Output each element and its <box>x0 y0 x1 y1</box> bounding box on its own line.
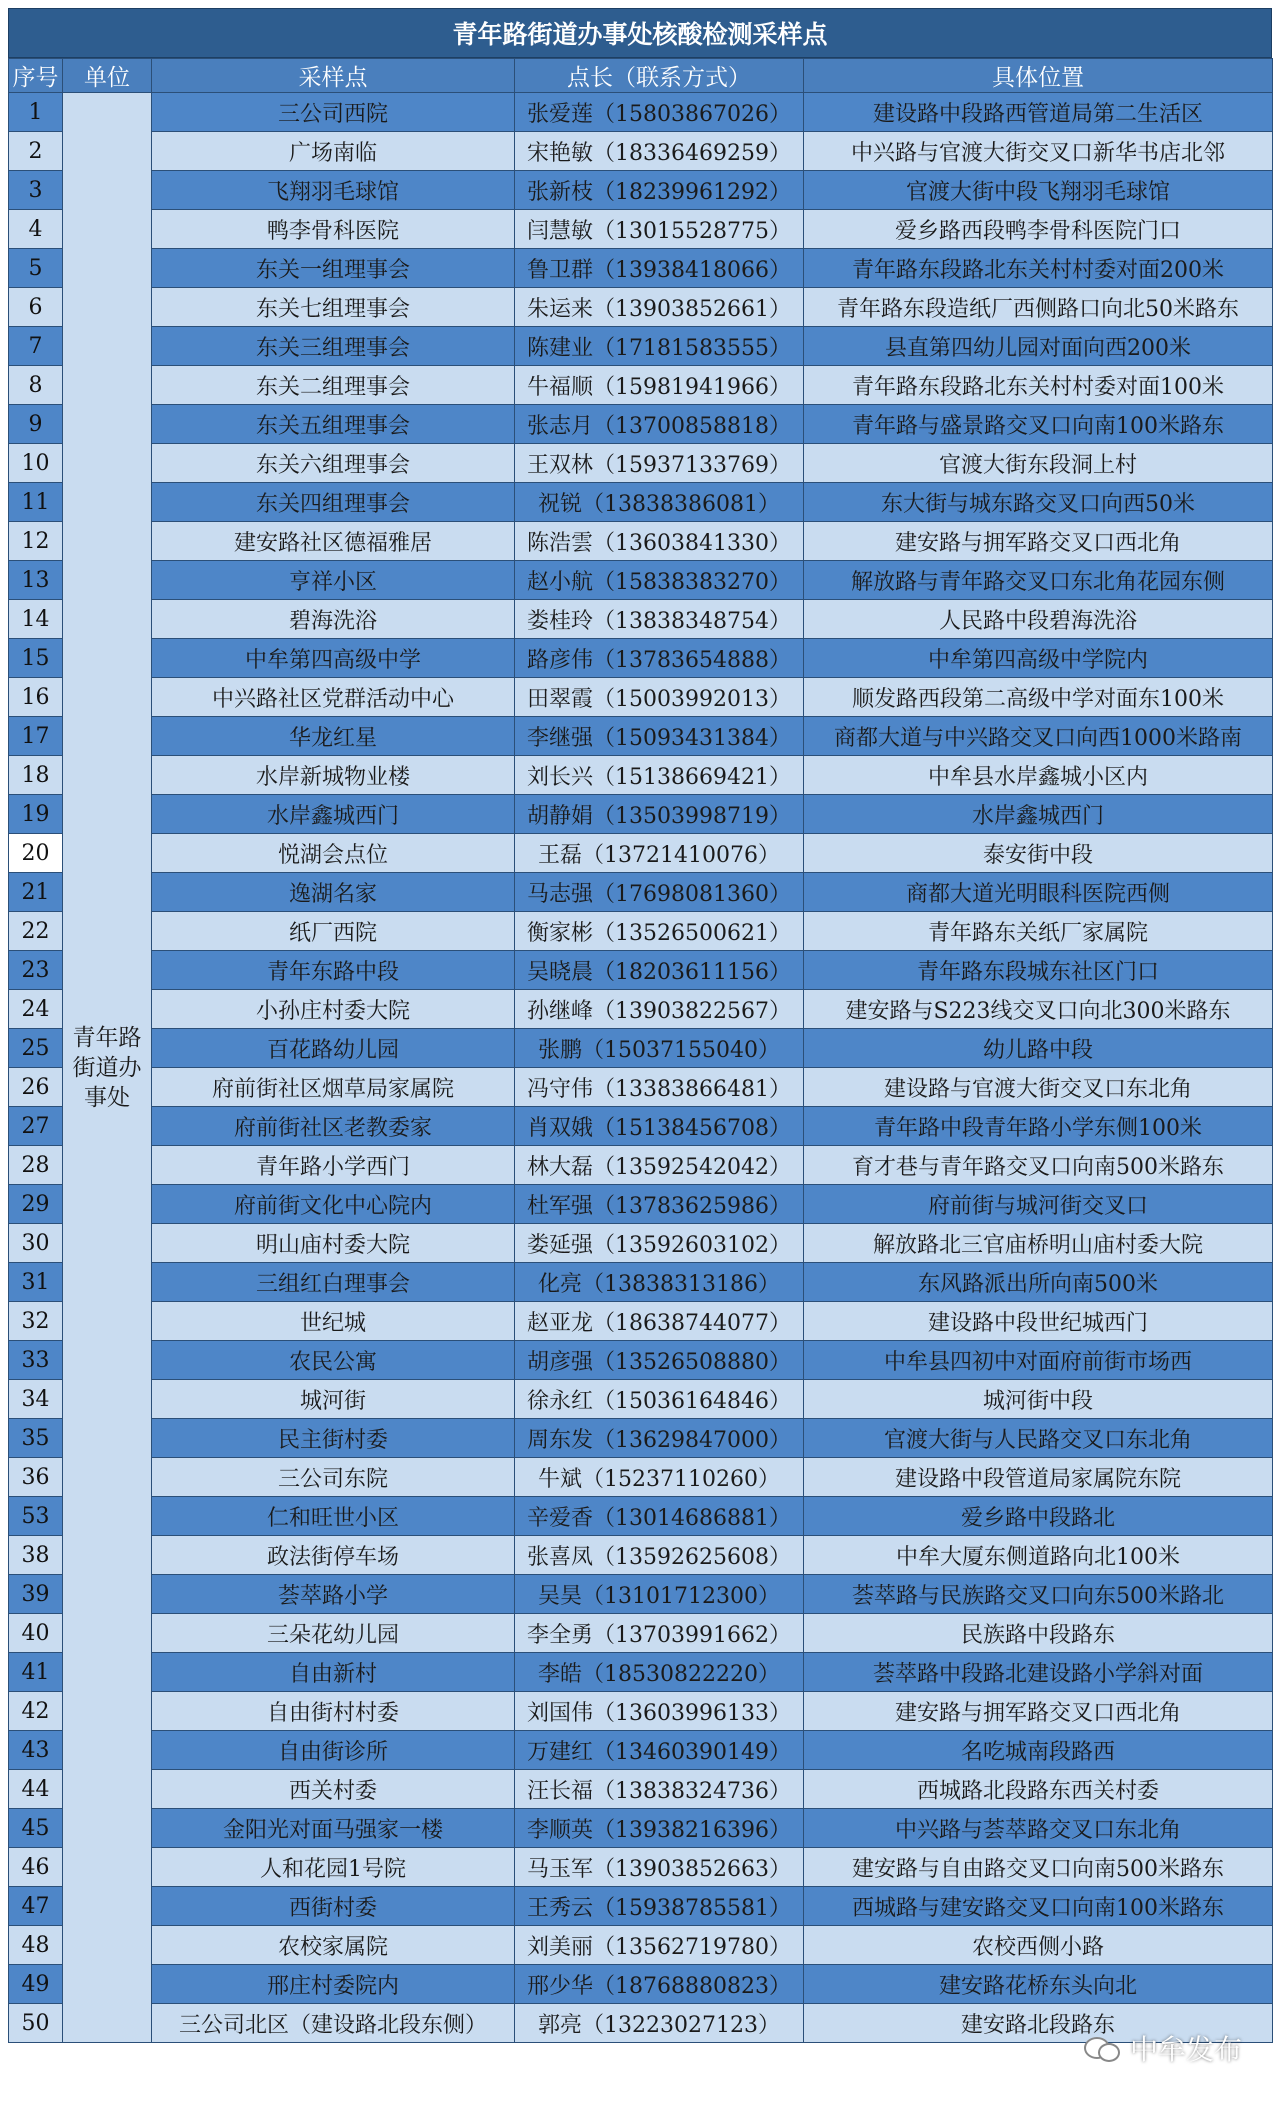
cell-location: 中兴路与官渡大街交叉口新华书店北邻 <box>804 132 1273 171</box>
cell-no: 40 <box>9 1614 63 1653</box>
cell-leader: 李全勇（13703991662） <box>515 1614 804 1653</box>
table-row <box>9 1263 1273 1302</box>
cell-location: 建安路北段路东 <box>804 2004 1273 2043</box>
cell-no: 31 <box>9 1263 63 1302</box>
cell-no: 1 <box>9 93 63 132</box>
table-row <box>9 1887 1273 1926</box>
cell-leader: 冯守伟（13383866481） <box>515 1068 804 1107</box>
cell-site: 东关二组理事会 <box>152 366 515 405</box>
table-row <box>9 1458 1273 1497</box>
cell-location: 青年路东段城东社区门口 <box>804 951 1273 990</box>
cell-site: 水岸鑫城西门 <box>152 795 515 834</box>
cell-no: 15 <box>9 639 63 678</box>
cell-location: 建设路中段管道局家属院东院 <box>804 1458 1273 1497</box>
table-row <box>9 678 1273 717</box>
table-row <box>9 1029 1273 1068</box>
cell-location: 民族路中段路东 <box>804 1614 1273 1653</box>
cell-location: 西城路北段路东西关村委 <box>804 1770 1273 1809</box>
table-row <box>9 561 1273 600</box>
cell-site: 小孙庄村委大院 <box>152 990 515 1029</box>
cell-site: 府前街文化中心院内 <box>152 1185 515 1224</box>
table-row <box>9 951 1273 990</box>
cell-leader: 张喜凤（13592625608） <box>515 1536 804 1575</box>
cell-no: 43 <box>9 1731 63 1770</box>
cell-leader: 胡静娟（13503998719） <box>515 795 804 834</box>
cell-site: 农校家属院 <box>152 1926 515 1965</box>
cell-location: 商都大道光明眼科医院西侧 <box>804 873 1273 912</box>
cell-leader: 李顺英（13938216396） <box>515 1809 804 1848</box>
cell-site: 东关三组理事会 <box>152 327 515 366</box>
cell-no: 17 <box>9 717 63 756</box>
cell-no: 42 <box>9 1692 63 1731</box>
table-row <box>9 483 1273 522</box>
cell-leader: 祝锐（13838386081） <box>515 483 804 522</box>
cell-leader: 胡彦强（13526508880） <box>515 1341 804 1380</box>
cell-unit: 青年路街道办事处 <box>63 93 152 2043</box>
cell-leader: 张新枝（18239961292） <box>515 171 804 210</box>
cell-location: 建安路与自由路交叉口向南500米路东 <box>804 1848 1273 1887</box>
cell-no: 20 <box>9 834 63 873</box>
cell-leader: 刘美丽（13562719780） <box>515 1926 804 1965</box>
cell-site: 三朵花幼儿园 <box>152 1614 515 1653</box>
cell-leader: 鲁卫群（13938418066） <box>515 249 804 288</box>
table-row <box>9 873 1273 912</box>
cell-no: 18 <box>9 756 63 795</box>
cell-leader: 李皓（18530822220） <box>515 1653 804 1692</box>
table-row <box>9 522 1273 561</box>
cell-no: 26 <box>9 1068 63 1107</box>
header-leader: 点长（联系方式） <box>515 59 804 93</box>
table-row <box>9 1770 1273 1809</box>
cell-location: 名吃城南段路西 <box>804 1731 1273 1770</box>
table-row <box>9 1224 1273 1263</box>
table-row <box>9 1575 1273 1614</box>
cell-location: 官渡大街东段洞上村 <box>804 444 1273 483</box>
cell-site: 逸湖名家 <box>152 873 515 912</box>
watermark-text: 中牟发布 <box>1129 2033 1242 2066</box>
cell-site: 金阳光对面马强家一楼 <box>152 1809 515 1848</box>
cell-no: 41 <box>9 1653 63 1692</box>
cell-location: 东大街与城东路交叉口向西50米 <box>804 483 1273 522</box>
cell-location: 人民路中段碧海洗浴 <box>804 600 1273 639</box>
cell-site: 广场南临 <box>152 132 515 171</box>
cell-site: 建安路社区德福雅居 <box>152 522 515 561</box>
table-row <box>9 1341 1273 1380</box>
cell-location: 城河街中段 <box>804 1380 1273 1419</box>
cell-site: 府前街社区老教委家 <box>152 1107 515 1146</box>
cell-location: 青年路东段路北东关村村委对面200米 <box>804 249 1273 288</box>
table-row <box>9 1692 1273 1731</box>
cell-leader: 娄桂玲（13838348754） <box>515 600 804 639</box>
header-no: 序号 <box>9 59 63 93</box>
cell-no: 49 <box>9 1965 63 2004</box>
cell-leader: 刘长兴（15138669421） <box>515 756 804 795</box>
cell-site: 水岸新城物业楼 <box>152 756 515 795</box>
cell-no: 12 <box>9 522 63 561</box>
table-row <box>9 132 1273 171</box>
cell-no: 8 <box>9 366 63 405</box>
cell-leader: 李继强（15093431384） <box>515 717 804 756</box>
cell-location: 中牟县四初中对面府前街市场西 <box>804 1341 1273 1380</box>
table-row <box>9 600 1273 639</box>
cell-site: 荟萃路小学 <box>152 1575 515 1614</box>
cell-site: 城河街 <box>152 1380 515 1419</box>
cell-location: 水岸鑫城西门 <box>804 795 1273 834</box>
cell-leader: 闫慧敏（13015528775） <box>515 210 804 249</box>
cell-location: 中兴路与荟萃路交叉口东北角 <box>804 1809 1273 1848</box>
table-row <box>9 1926 1273 1965</box>
cell-site: 中兴路社区党群活动中心 <box>152 678 515 717</box>
cell-location: 荟萃路中段路北建设路小学斜对面 <box>804 1653 1273 1692</box>
cell-leader: 郭亮（13223027123） <box>515 2004 804 2043</box>
table-row <box>9 327 1273 366</box>
cell-no: 13 <box>9 561 63 600</box>
cell-leader: 牛福顺（15981941966） <box>515 366 804 405</box>
table-row <box>9 1068 1273 1107</box>
cell-no: 30 <box>9 1224 63 1263</box>
table-row <box>9 366 1273 405</box>
cell-leader: 肖双娥（15138456708） <box>515 1107 804 1146</box>
cell-site: 华龙红星 <box>152 717 515 756</box>
cell-location: 青年路中段青年路小学东侧100米 <box>804 1107 1273 1146</box>
cell-location: 官渡大街中段飞翔羽毛球馆 <box>804 171 1273 210</box>
cell-leader: 赵亚龙（18638744077） <box>515 1302 804 1341</box>
cell-location: 东风路派出所向南500米 <box>804 1263 1273 1302</box>
cell-location: 育才巷与青年路交叉口向南500米路东 <box>804 1146 1273 1185</box>
cell-site: 东关五组理事会 <box>152 405 515 444</box>
cell-site: 百花路幼儿园 <box>152 1029 515 1068</box>
table-row <box>9 1536 1273 1575</box>
cell-location: 建安路花桥东头向北 <box>804 1965 1273 2004</box>
cell-site: 东关七组理事会 <box>152 288 515 327</box>
cell-location: 青年路与盛景路交叉口向南100米路东 <box>804 405 1273 444</box>
cell-no: 46 <box>9 1848 63 1887</box>
cell-location: 荟萃路与民族路交叉口向东500米路北 <box>804 1575 1273 1614</box>
cell-no: 9 <box>9 405 63 444</box>
cell-site: 三公司东院 <box>152 1458 515 1497</box>
cell-no: 11 <box>9 483 63 522</box>
cell-site: 邢庄村委院内 <box>152 1965 515 2004</box>
cell-leader: 路彦伟（13783654888） <box>515 639 804 678</box>
cell-no: 5 <box>9 249 63 288</box>
cell-no: 50 <box>9 2004 63 2043</box>
cell-no: 21 <box>9 873 63 912</box>
cell-no: 47 <box>9 1887 63 1926</box>
cell-location: 建设路中段世纪城西门 <box>804 1302 1273 1341</box>
cell-leader: 吴晓晨（18203611156） <box>515 951 804 990</box>
sampling-sites-table <box>8 58 1273 2043</box>
cell-leader: 田翠霞（15003992013） <box>515 678 804 717</box>
cell-site: 西关村委 <box>152 1770 515 1809</box>
cell-no: 48 <box>9 1926 63 1965</box>
cell-no: 29 <box>9 1185 63 1224</box>
cell-leader: 化亮（13838313186） <box>515 1263 804 1302</box>
cell-site: 鸭李骨科医院 <box>152 210 515 249</box>
cell-no: 33 <box>9 1341 63 1380</box>
cell-site: 中牟第四高级中学 <box>152 639 515 678</box>
cell-leader: 徐永红（15036164846） <box>515 1380 804 1419</box>
cell-location: 中牟大厦东侧道路向北100米 <box>804 1536 1273 1575</box>
cell-location: 解放路北三官庙桥明山庙村委大院 <box>804 1224 1273 1263</box>
cell-leader: 张爱莲（15803867026） <box>515 93 804 132</box>
cell-leader: 牛斌（15237110260） <box>515 1458 804 1497</box>
cell-no: 23 <box>9 951 63 990</box>
cell-leader: 马志强（17698081360） <box>515 873 804 912</box>
cell-site: 仁和旺世小区 <box>152 1497 515 1536</box>
cell-leader: 周东发（13629847000） <box>515 1419 804 1458</box>
cell-leader: 陈建业（17181583555） <box>515 327 804 366</box>
table-row <box>9 249 1273 288</box>
table-row <box>9 93 1273 132</box>
cell-no: 25 <box>9 1029 63 1068</box>
cell-location: 解放路与青年路交叉口东北角花园东侧 <box>804 561 1273 600</box>
cell-no: 32 <box>9 1302 63 1341</box>
cell-location: 府前街与城河街交叉口 <box>804 1185 1273 1224</box>
cell-location: 建安路与拥军路交叉口西北角 <box>804 522 1273 561</box>
cell-no: 14 <box>9 600 63 639</box>
cell-location: 青年路东段路北东关村村委对面100米 <box>804 366 1273 405</box>
table-row <box>9 1146 1273 1185</box>
table-row <box>9 717 1273 756</box>
cell-location: 县直第四幼儿园对面向西200米 <box>804 327 1273 366</box>
cell-site: 明山庙村委大院 <box>152 1224 515 1263</box>
cell-no: 39 <box>9 1575 63 1614</box>
cell-no: 44 <box>9 1770 63 1809</box>
cell-no: 28 <box>9 1146 63 1185</box>
table-row <box>9 1731 1273 1770</box>
cell-no: 2 <box>9 132 63 171</box>
cell-location: 官渡大街与人民路交叉口东北角 <box>804 1419 1273 1458</box>
cell-leader: 马玉军（13903852663） <box>515 1848 804 1887</box>
sampling-sites-sheet <box>8 8 1272 2096</box>
cell-location: 建设路中段路西管道局第二生活区 <box>804 93 1273 132</box>
cell-no: 24 <box>9 990 63 1029</box>
table-row <box>9 990 1273 1029</box>
cell-no: 10 <box>9 444 63 483</box>
cell-site: 青年路小学西门 <box>152 1146 515 1185</box>
cell-location: 农校西侧小路 <box>804 1926 1273 1965</box>
table-row <box>9 210 1273 249</box>
table-row <box>9 1614 1273 1653</box>
header-location: 具体位置 <box>804 59 1273 93</box>
cell-site: 三组红白理事会 <box>152 1263 515 1302</box>
table-row <box>9 1653 1273 1692</box>
table-row <box>9 1848 1273 1887</box>
cell-location: 建安路与拥军路交叉口西北角 <box>804 1692 1273 1731</box>
table-row <box>9 912 1273 951</box>
cell-leader: 杜军强（13783625986） <box>515 1185 804 1224</box>
cell-site: 民主街村委 <box>152 1419 515 1458</box>
cell-leader: 汪长福（13838324736） <box>515 1770 804 1809</box>
cell-location: 青年路东关纸厂家属院 <box>804 912 1273 951</box>
cell-location: 爱乡路中段路北 <box>804 1497 1273 1536</box>
watermark <box>1084 2028 1242 2068</box>
cell-site: 东关四组理事会 <box>152 483 515 522</box>
cell-leader: 宋艳敏（18336469259） <box>515 132 804 171</box>
cell-site: 三公司西院 <box>152 93 515 132</box>
cell-leader: 王磊（13721410076） <box>515 834 804 873</box>
cell-location: 建设路与官渡大街交叉口东北角 <box>804 1068 1273 1107</box>
table-row <box>9 1302 1273 1341</box>
table-row <box>9 639 1273 678</box>
cell-location: 幼儿路中段 <box>804 1029 1273 1068</box>
page-title: 青年路街道办事处核酸检测采样点 <box>8 8 1272 58</box>
cell-site: 西街村委 <box>152 1887 515 1926</box>
cell-site: 农民公寓 <box>152 1341 515 1380</box>
cell-site: 飞翔羽毛球馆 <box>152 171 515 210</box>
cell-leader: 王双林（15937133769） <box>515 444 804 483</box>
table-row <box>9 756 1273 795</box>
wechat-icon <box>1084 2033 1122 2063</box>
cell-site: 自由街村村委 <box>152 1692 515 1731</box>
table-row <box>9 795 1273 834</box>
cell-site: 府前街社区烟草局家属院 <box>152 1068 515 1107</box>
cell-no: 36 <box>9 1458 63 1497</box>
cell-no: 19 <box>9 795 63 834</box>
cell-leader: 辛爱香（13014686881） <box>515 1497 804 1536</box>
cell-leader: 衡家彬（13526500621） <box>515 912 804 951</box>
header-site: 采样点 <box>152 59 515 93</box>
cell-leader: 万建红（13460390149） <box>515 1731 804 1770</box>
cell-leader: 刘国伟（13603996133） <box>515 1692 804 1731</box>
cell-leader: 孙继峰（13903822567） <box>515 990 804 1029</box>
cell-site: 政法街停车场 <box>152 1536 515 1575</box>
cell-location: 青年路东段造纸厂西侧路口向北50米路东 <box>804 288 1273 327</box>
cell-no: 22 <box>9 912 63 951</box>
cell-site: 人和花园1号院 <box>152 1848 515 1887</box>
table-row <box>9 1185 1273 1224</box>
cell-site: 碧海洗浴 <box>152 600 515 639</box>
cell-leader: 邢少华（18768880823） <box>515 1965 804 2004</box>
cell-no: 6 <box>9 288 63 327</box>
header-unit: 单位 <box>63 59 152 93</box>
cell-location: 中牟县水岸鑫城小区内 <box>804 756 1273 795</box>
cell-leader: 林大磊（13592542042） <box>515 1146 804 1185</box>
cell-site: 自由街诊所 <box>152 1731 515 1770</box>
cell-location: 爱乡路西段鸭李骨科医院门口 <box>804 210 1273 249</box>
cell-no: 3 <box>9 171 63 210</box>
table-row <box>9 1965 1273 2004</box>
cell-site: 纸厂西院 <box>152 912 515 951</box>
cell-no: 16 <box>9 678 63 717</box>
table-header-row <box>9 59 1273 93</box>
cell-location: 商都大道与中兴路交叉口向西1000米路南 <box>804 717 1273 756</box>
cell-leader: 吴昊（13101712300） <box>515 1575 804 1614</box>
cell-no: 45 <box>9 1809 63 1848</box>
table-row <box>9 1380 1273 1419</box>
cell-no: 4 <box>9 210 63 249</box>
cell-site: 青年东路中段 <box>152 951 515 990</box>
table-row <box>9 1809 1273 1848</box>
table-row <box>9 171 1273 210</box>
cell-site: 东关一组理事会 <box>152 249 515 288</box>
cell-site: 三公司北区（建设路北段东侧） <box>152 2004 515 2043</box>
cell-no: 27 <box>9 1107 63 1146</box>
cell-location: 顺发路西段第二高级中学对面东100米 <box>804 678 1273 717</box>
cell-site: 悦湖会点位 <box>152 834 515 873</box>
cell-leader: 王秀云（15938785581） <box>515 1887 804 1926</box>
cell-location: 建安路与S223线交叉口向北300米路东 <box>804 990 1273 1029</box>
cell-no: 38 <box>9 1536 63 1575</box>
table-row <box>9 288 1273 327</box>
cell-leader: 张志月（13700858818） <box>515 405 804 444</box>
table-row <box>9 444 1273 483</box>
cell-site: 亨祥小区 <box>152 561 515 600</box>
table-row <box>9 1497 1273 1536</box>
cell-leader: 朱运来（13903852661） <box>515 288 804 327</box>
cell-no: 34 <box>9 1380 63 1419</box>
cell-no: 53 <box>9 1497 63 1536</box>
table-row <box>9 1419 1273 1458</box>
table-row <box>9 405 1273 444</box>
table-row <box>9 834 1273 873</box>
cell-location: 西城路与建安路交叉口向南100米路东 <box>804 1887 1273 1926</box>
cell-location: 泰安街中段 <box>804 834 1273 873</box>
cell-location: 中牟第四高级中学院内 <box>804 639 1273 678</box>
cell-leader: 陈浩雲（13603841330） <box>515 522 804 561</box>
cell-no: 35 <box>9 1419 63 1458</box>
cell-leader: 赵小航（15838383270） <box>515 561 804 600</box>
cell-site: 世纪城 <box>152 1302 515 1341</box>
cell-no: 7 <box>9 327 63 366</box>
cell-site: 自由新村 <box>152 1653 515 1692</box>
cell-leader: 张鹏（15037155040） <box>515 1029 804 1068</box>
table-row <box>9 1107 1273 1146</box>
table-row <box>9 2004 1273 2043</box>
cell-site: 东关六组理事会 <box>152 444 515 483</box>
cell-leader: 娄延强（13592603102） <box>515 1224 804 1263</box>
